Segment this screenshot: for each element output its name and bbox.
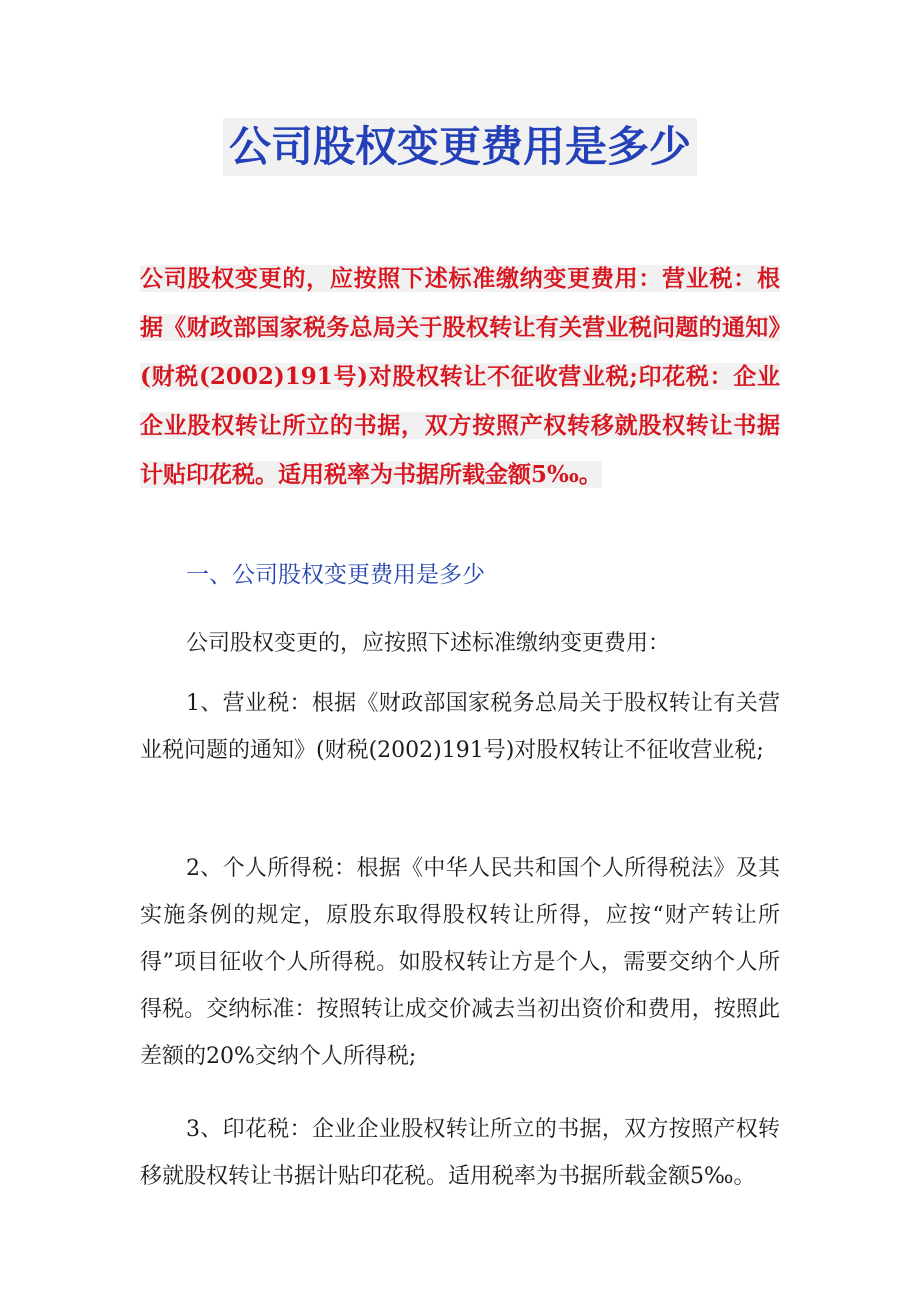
summary-block (140, 254, 780, 499)
item-income-tax: 2、个人所得税：根据《中华人民共和国个人所得税法》及其实施条例的规定，原股东取得股权转让所得，应按“财产转让所得”项目征收个人所得税。如股权转让方是个人，需要交纳个人所得税。交纳标准：按照转让成交价减去当初出资价和费用，按照此差额的20%交纳个人所得税; (140, 856, 780, 1069)
item-business-tax: 1、营业税：根据《财政部国家税务总局关于股权转让有关营业税问题的通知》(财税(2002)191号)对股权转让不征收营业税; (140, 691, 780, 763)
intro-paragraph: 公司股权变更的，应按照下述标准缴纳变更费用： (186, 631, 671, 656)
section-heading: 一、公司股权变更费用是多少 (186, 562, 485, 588)
title-block (0, 118, 920, 176)
item-stamp-tax: 3、印花税：企业企业股权转让所立的书据，双方按照产权转移就股权转让书据计贴印花税。适用税率为书据所载金额5‰。 (140, 1117, 780, 1189)
summary-text: 公司股权变更的，应按照下述标准缴纳变更费用：营业税：根据《财政部国家税务总局关于股权转让有关营业税问题的通知》(财税(2002)191号)对股权转让不征收营业税;印花税：企业企业股权转让所立的书据，双方按照产权转移就股权转让书据计贴印花税。适用税率为书据所载金额5‰。 (140, 265, 780, 488)
document-title: 公司股权变更费用是多少 (223, 118, 697, 176)
